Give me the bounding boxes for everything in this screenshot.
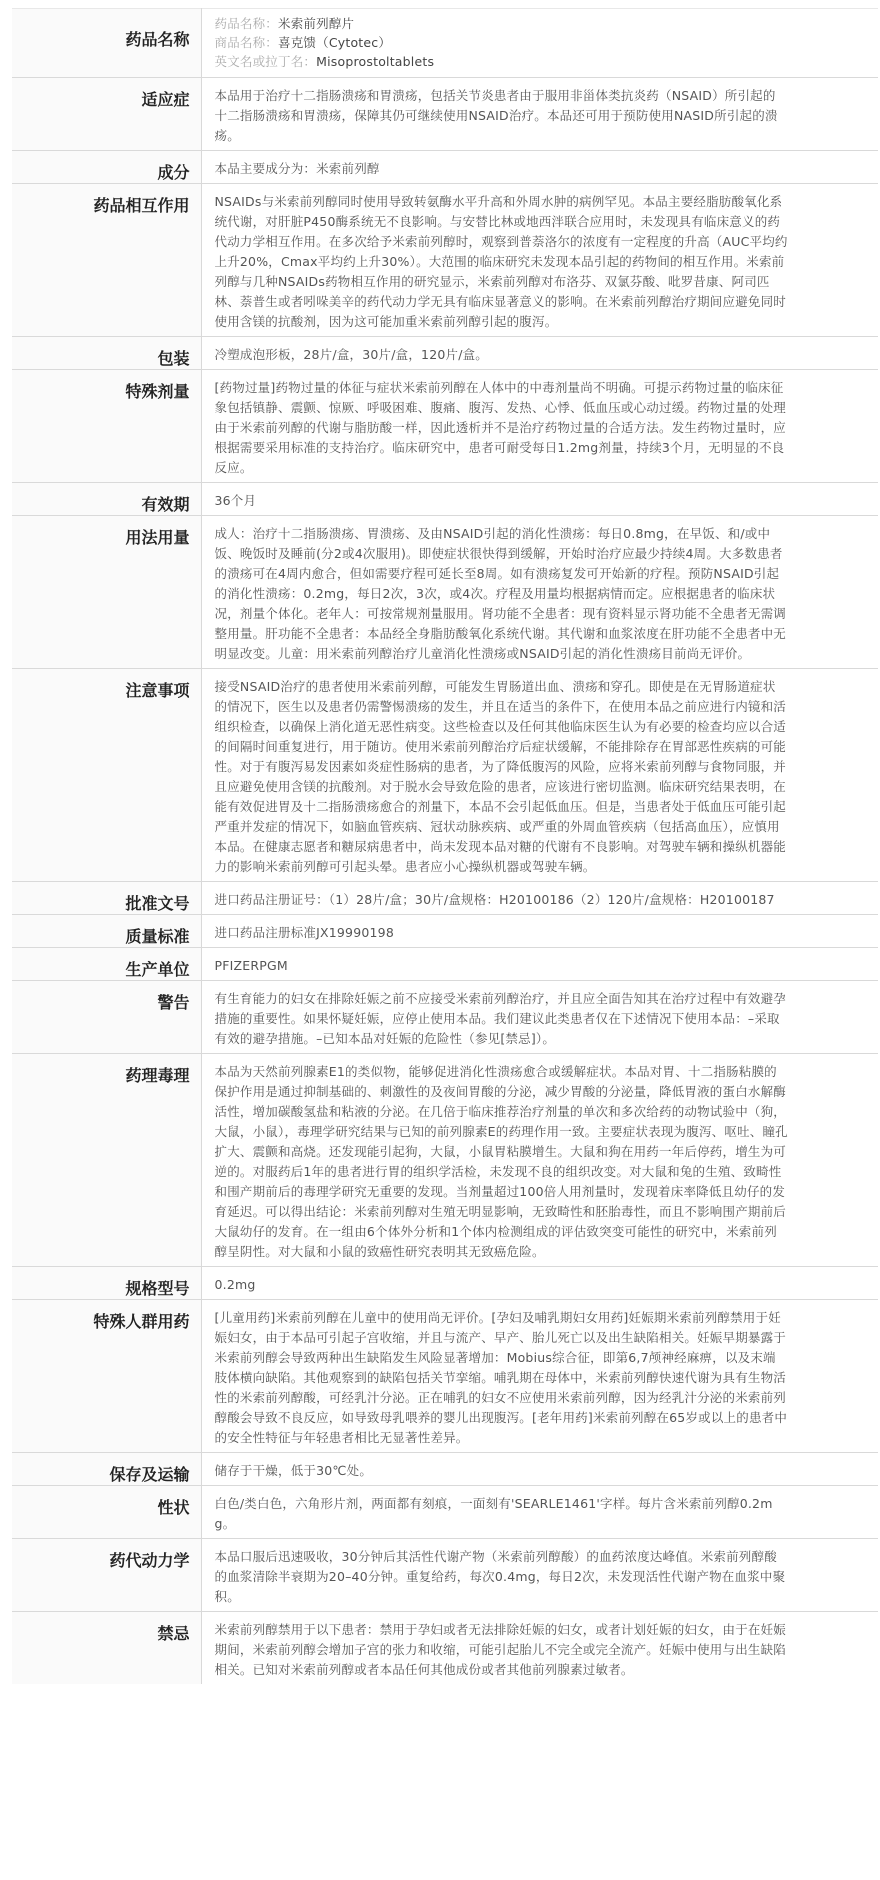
row-value: PFIZERPGM xyxy=(201,948,878,981)
row-specification xyxy=(12,1267,878,1300)
row-label: 性状 xyxy=(12,1486,201,1539)
row-label: 用法用量 xyxy=(12,516,201,669)
row-value: 进口药品注册标准JX19990198 xyxy=(201,915,878,948)
row-label: 适应症 xyxy=(12,78,201,151)
row-value: [药物过量]药物过量的体征与症状米索前列醇在人体中的中毒剂量尚不明确。可提示药物过量的临床征象包括镇静、震颤、惊厥、呼吸困难、腹痛、腹泻、发热、心悸、低血压或心动过缓。药物过量的处理由于米索前列醇的代谢与脂肪酸一样，因此透析并不是治疗药物过量的合适方法。发生药物过量时，应根据需要采用标准的支持治疗。临床研究中，患者可耐受每日1.2mg剂量，持续3个月，无明显的不良反应。 xyxy=(201,370,878,483)
row-storage xyxy=(12,1453,878,1486)
row-indications xyxy=(12,78,878,151)
row-ingredients xyxy=(12,151,878,184)
generic-name-line xyxy=(215,14,789,33)
row-label: 药代动力学 xyxy=(12,1539,201,1612)
row-label: 保存及运输 xyxy=(12,1453,201,1486)
row-label: 禁忌 xyxy=(12,1612,201,1685)
name-value: 喜克馈（Cytotec） xyxy=(278,35,392,50)
row-dosage xyxy=(12,516,878,669)
row-precautions xyxy=(12,669,878,882)
row-description xyxy=(12,1486,878,1539)
row-value: 有生育能力的妇女在排除妊娠之前不应接受米索前列醇治疗，并且应全面告知其在治疗过程中有效避孕措施的重要性。如果怀疑妊娠，应停止使用本品。我们建议此类患者仅在下述情况下使用本品：–采取有效的避孕措施。–已知本品对妊娠的危险性（参见[禁忌]）。 xyxy=(201,981,878,1054)
row-value: 冷塑成泡形板，28片/盒，30片/盒，120片/盒。 xyxy=(201,337,878,370)
row-approval xyxy=(12,882,878,915)
row-interactions xyxy=(12,184,878,337)
name-key: 商品名称： xyxy=(214,35,279,50)
row-value: 本品主要成分为：米索前列醇 xyxy=(201,151,878,184)
row-special-populations xyxy=(12,1300,878,1453)
row-label: 规格型号 xyxy=(12,1267,201,1300)
row-value: 本品为天然前列腺素E1的类似物，能够促进消化性溃疡愈合或缓解症状。本品对胃、十二指肠粘膜的保护作用是通过抑制基础的、刺激性的及夜间胃酸的分泌，减少胃酸的分泌量，降低胃液的蛋白水解酶活性，增加碳酸氢盐和粘液的分泌。在几倍于临床推荐治疗剂量的单次和多次给药的动物试验中（狗，大鼠，小鼠），毒理学研究结果与已知的前列腺素E的药理作用一致。主要症状表现为腹泻、呕吐、瞳孔扩大、震颤和高烧。还发现能引起狗，大鼠，小鼠胃粘膜增生。大鼠和狗在用药一年后停药，增生为可逆的。对服药后1年的患者进行胃的组织学活检，未发现不良的组织改变。对大鼠和兔的生殖、致畸性和围产期前后的毒理学研究无重要的发现。当剂量超过100倍人用剂量时，发现着床率降低且幼仔的发育延迟。可以得出结论：米索前列醇对生殖无明显影响，无致畸性和胚胎毒性，而且不影响围产期前后大鼠幼仔的发育。在一组由6个体外分析和1个体内检测组成的评估致突变可能性的研究中，米索前列醇呈阴性。对大鼠和小鼠的致癌性研究表明其无致癌危险。 xyxy=(201,1054,878,1267)
row-overdose xyxy=(12,370,878,483)
row-contraindications xyxy=(12,1612,878,1685)
names-value xyxy=(201,9,878,78)
row-label: 生产单位 xyxy=(12,948,201,981)
row-names xyxy=(12,9,878,78)
row-value: 进口药品注册证号：（1）28片/盒；30片/盒规格：H20100186（2）120片/盒规格：H20100187 xyxy=(201,882,878,915)
name-key: 英文名或拉丁名： xyxy=(214,54,317,69)
row-value: [儿童用药]米索前列醇在儿童中的使用尚无评价。[孕妇及哺乳期妇女用药]妊娠期米索前列醇禁用于妊娠妇女，由于本品可引起子宫收缩，并且与流产、早产、胎儿死亡以及出生缺陷相关。妊娠早期暴露于米索前列醇会导致两种出生缺陷发生风险显著增加：Mobius综合征，即第6,7颅神经麻痹，以及末端肢体横向缺陷。其他观察到的缺陷包括关节挛缩。哺乳期在母体中，米索前列醇快速代谢为具有生物活性的米索前列醇酸，可经乳汁分泌。正在哺乳的妇女不应使用米索前列醇，因为经乳汁分泌的米索前列醇酸会导致不良反应，如导致母乳喂养的婴儿出现腹泻。[老年用药]米索前列醇在65岁或以上的患者中的安全性特征与年轻患者相比无显著性差异。 xyxy=(201,1300,878,1453)
row-label: 药理毒理 xyxy=(12,1054,201,1267)
name-key: 药品名称： xyxy=(214,16,279,31)
row-packaging xyxy=(12,337,878,370)
row-value: 白色/类白色，六角形片剂，两面都有刻痕，一面刻有'SEARLE1461'字样。每片含米索前列醇0.2mg。 xyxy=(201,1486,878,1539)
row-value: NSAIDs与米索前列醇同时使用导致转氨酶水平升高和外周水肿的病例罕见。本品主要经脂肪酸氧化系统代谢，对肝脏P450酶系统无不良影响。与安替比林或地西泮联合应用时，未发现具有临床意义的药代动力学相互作用。在多次给予米索前列醇时，观察到普萘洛尔的浓度有一定程度的升高（AUC平均约上升20%，Cmax平均约上升30%）。大范围的临床研究未发现本品引起的药物间的相互作用。米索前列醇与几种NSAIDs药物相互作用的研究显示，米索前列醇对布洛芬、双氯芬酸、吡罗昔康、阿司匹林、萘普生或者吲哚美辛的药代动力学无具有临床显著意义的影响。在米索前列醇治疗期间应避免同时使用含镁的抗酸剂，因为这可能加重米索前列醇引起的腹泻。 xyxy=(201,184,878,337)
row-label: 警告 xyxy=(12,981,201,1054)
row-label: 质量标准 xyxy=(12,915,201,948)
name-value: 米索前列醇片 xyxy=(278,16,355,31)
row-manufacturer xyxy=(12,948,878,981)
row-standard xyxy=(12,915,878,948)
row-label: 特殊人群用药 xyxy=(12,1300,201,1453)
name-value: Misoprostoltablets xyxy=(316,54,435,69)
latin-name-line xyxy=(215,52,789,71)
row-value: 成人：治疗十二指肠溃疡、胃溃疡、及由NSAID引起的消化性溃疡：每日0.8mg，在早饭、和/或中饭、晚饭时及睡前(分2或4次服用)。即使症状很快得到缓解，开始时治疗应最少持续4周。大多数患者的溃疡可在4周内愈合，但如需要疗程可延长至8周。如有溃疡复发可开始新的疗程。预防NSAID引起的消化性溃疡：0.2mg，每日2次，3次，或4次。疗程及用量均根据病情而定。应根据患者的临床状况，剂量个体化。老年人：可按常规剂量服用。肾功能不全患者：现有资料显示肾功能不全患者无需调整用量。肝功能不全患者：本品经全身脂肪酸氧化系统代谢。其代谢和血浆浓度在肝功能不全患者中无明显改变。儿童：用米索前列醇治疗儿童消化性溃疡或NSAID引起的消化性溃疡目前尚无评价。 xyxy=(201,516,878,669)
row-value: 米索前列醇禁用于以下患者：禁用于孕妇或者无法排除妊娠的妇女，或者计划妊娠的妇女，由于在妊娠期间，米索前列醇会增加子宫的张力和收缩，可能引起胎儿不完全或完全流产。妊娠中使用与出生缺陷相关。已知对米索前列醇或者本品任何其他成份或者其他前列腺素过敏者。 xyxy=(201,1612,878,1685)
drug-info-sheet xyxy=(12,8,878,1880)
row-label: 批准文号 xyxy=(12,882,201,915)
row-warning xyxy=(12,981,878,1054)
row-value: 本品口服后迅速吸收，30分钟后其活性代谢产物（米索前列醇酸）的血药浓度达峰值。米索前列醇酸的血浆清除半衰期为20–40分钟。重复给药，每次0.4mg，每日2次，未发现活性代谢产物在血浆中聚积。 xyxy=(201,1539,878,1612)
row-label: 特殊剂量 xyxy=(12,370,201,483)
row-value: 0.2mg xyxy=(201,1267,878,1300)
row-label: 药品相互作用 xyxy=(12,184,201,337)
row-value: 本品用于治疗十二指肠溃疡和胃溃疡，包括关节炎患者由于服用非甾体类抗炎药（NSAID）所引起的十二指肠溃疡和胃溃疡，保障其仍可继续使用NSAID治疗。本品还可用于预防使用NASID所引起的溃疡。 xyxy=(201,78,878,151)
row-label: 有效期 xyxy=(12,483,201,516)
trade-name-line xyxy=(215,33,789,52)
row-label: 药品名称 xyxy=(12,9,201,78)
row-value: 储存于干燥，低于30℃处。 xyxy=(201,1453,878,1486)
row-label: 成分 xyxy=(12,151,201,184)
row-pharmacokinetics xyxy=(12,1539,878,1612)
row-shelf-life xyxy=(12,483,878,516)
drug-info-table xyxy=(12,8,878,1684)
row-value: 36个月 xyxy=(201,483,878,516)
row-label: 注意事项 xyxy=(12,669,201,882)
row-pharmacology xyxy=(12,1054,878,1267)
row-value: 接受NSAID治疗的患者使用米索前列醇，可能发生胃肠道出血、溃疡和穿孔。即使是在无胃肠道症状的情况下，医生以及患者仍需警惕溃疡的发生，并且在适当的条件下，在使用本品之前应进行内镜和活组织检查，以确保上消化道无恶性病变。这些检查以及任何其他临床医生认为有必要的检查均应以合适的间隔时间重复进行，用于随访。使用米索前列醇治疗后症状缓解，不能排除存在胃部恶性疾病的可能性。对于有腹泻易发因素如炎症性肠病的患者，为了降低腹泻的风险，应将米索前列醇与食物同服，并且应避免使用含镁的抗酸剂。对于脱水会导致危险的患者，应该进行密切监测。临床研究结果表明，在能有效促进胃及十二指肠溃疡愈合的剂量下，本品不会引起低血压。但是，当患者处于低血压可能引起严重并发症的情况下，如脑血管疾病、冠状动脉疾病、或严重的外周血管疾病（包括高血压），应慎用本品。在健康志愿者和糖尿病患者中，尚未发现本品对糖的代谢有不良影响。对驾驶车辆和操纵机器能力的影响米索前列醇可引起头晕。患者应小心操纵机器或驾驶车辆。 xyxy=(201,669,878,882)
row-label: 包装 xyxy=(12,337,201,370)
